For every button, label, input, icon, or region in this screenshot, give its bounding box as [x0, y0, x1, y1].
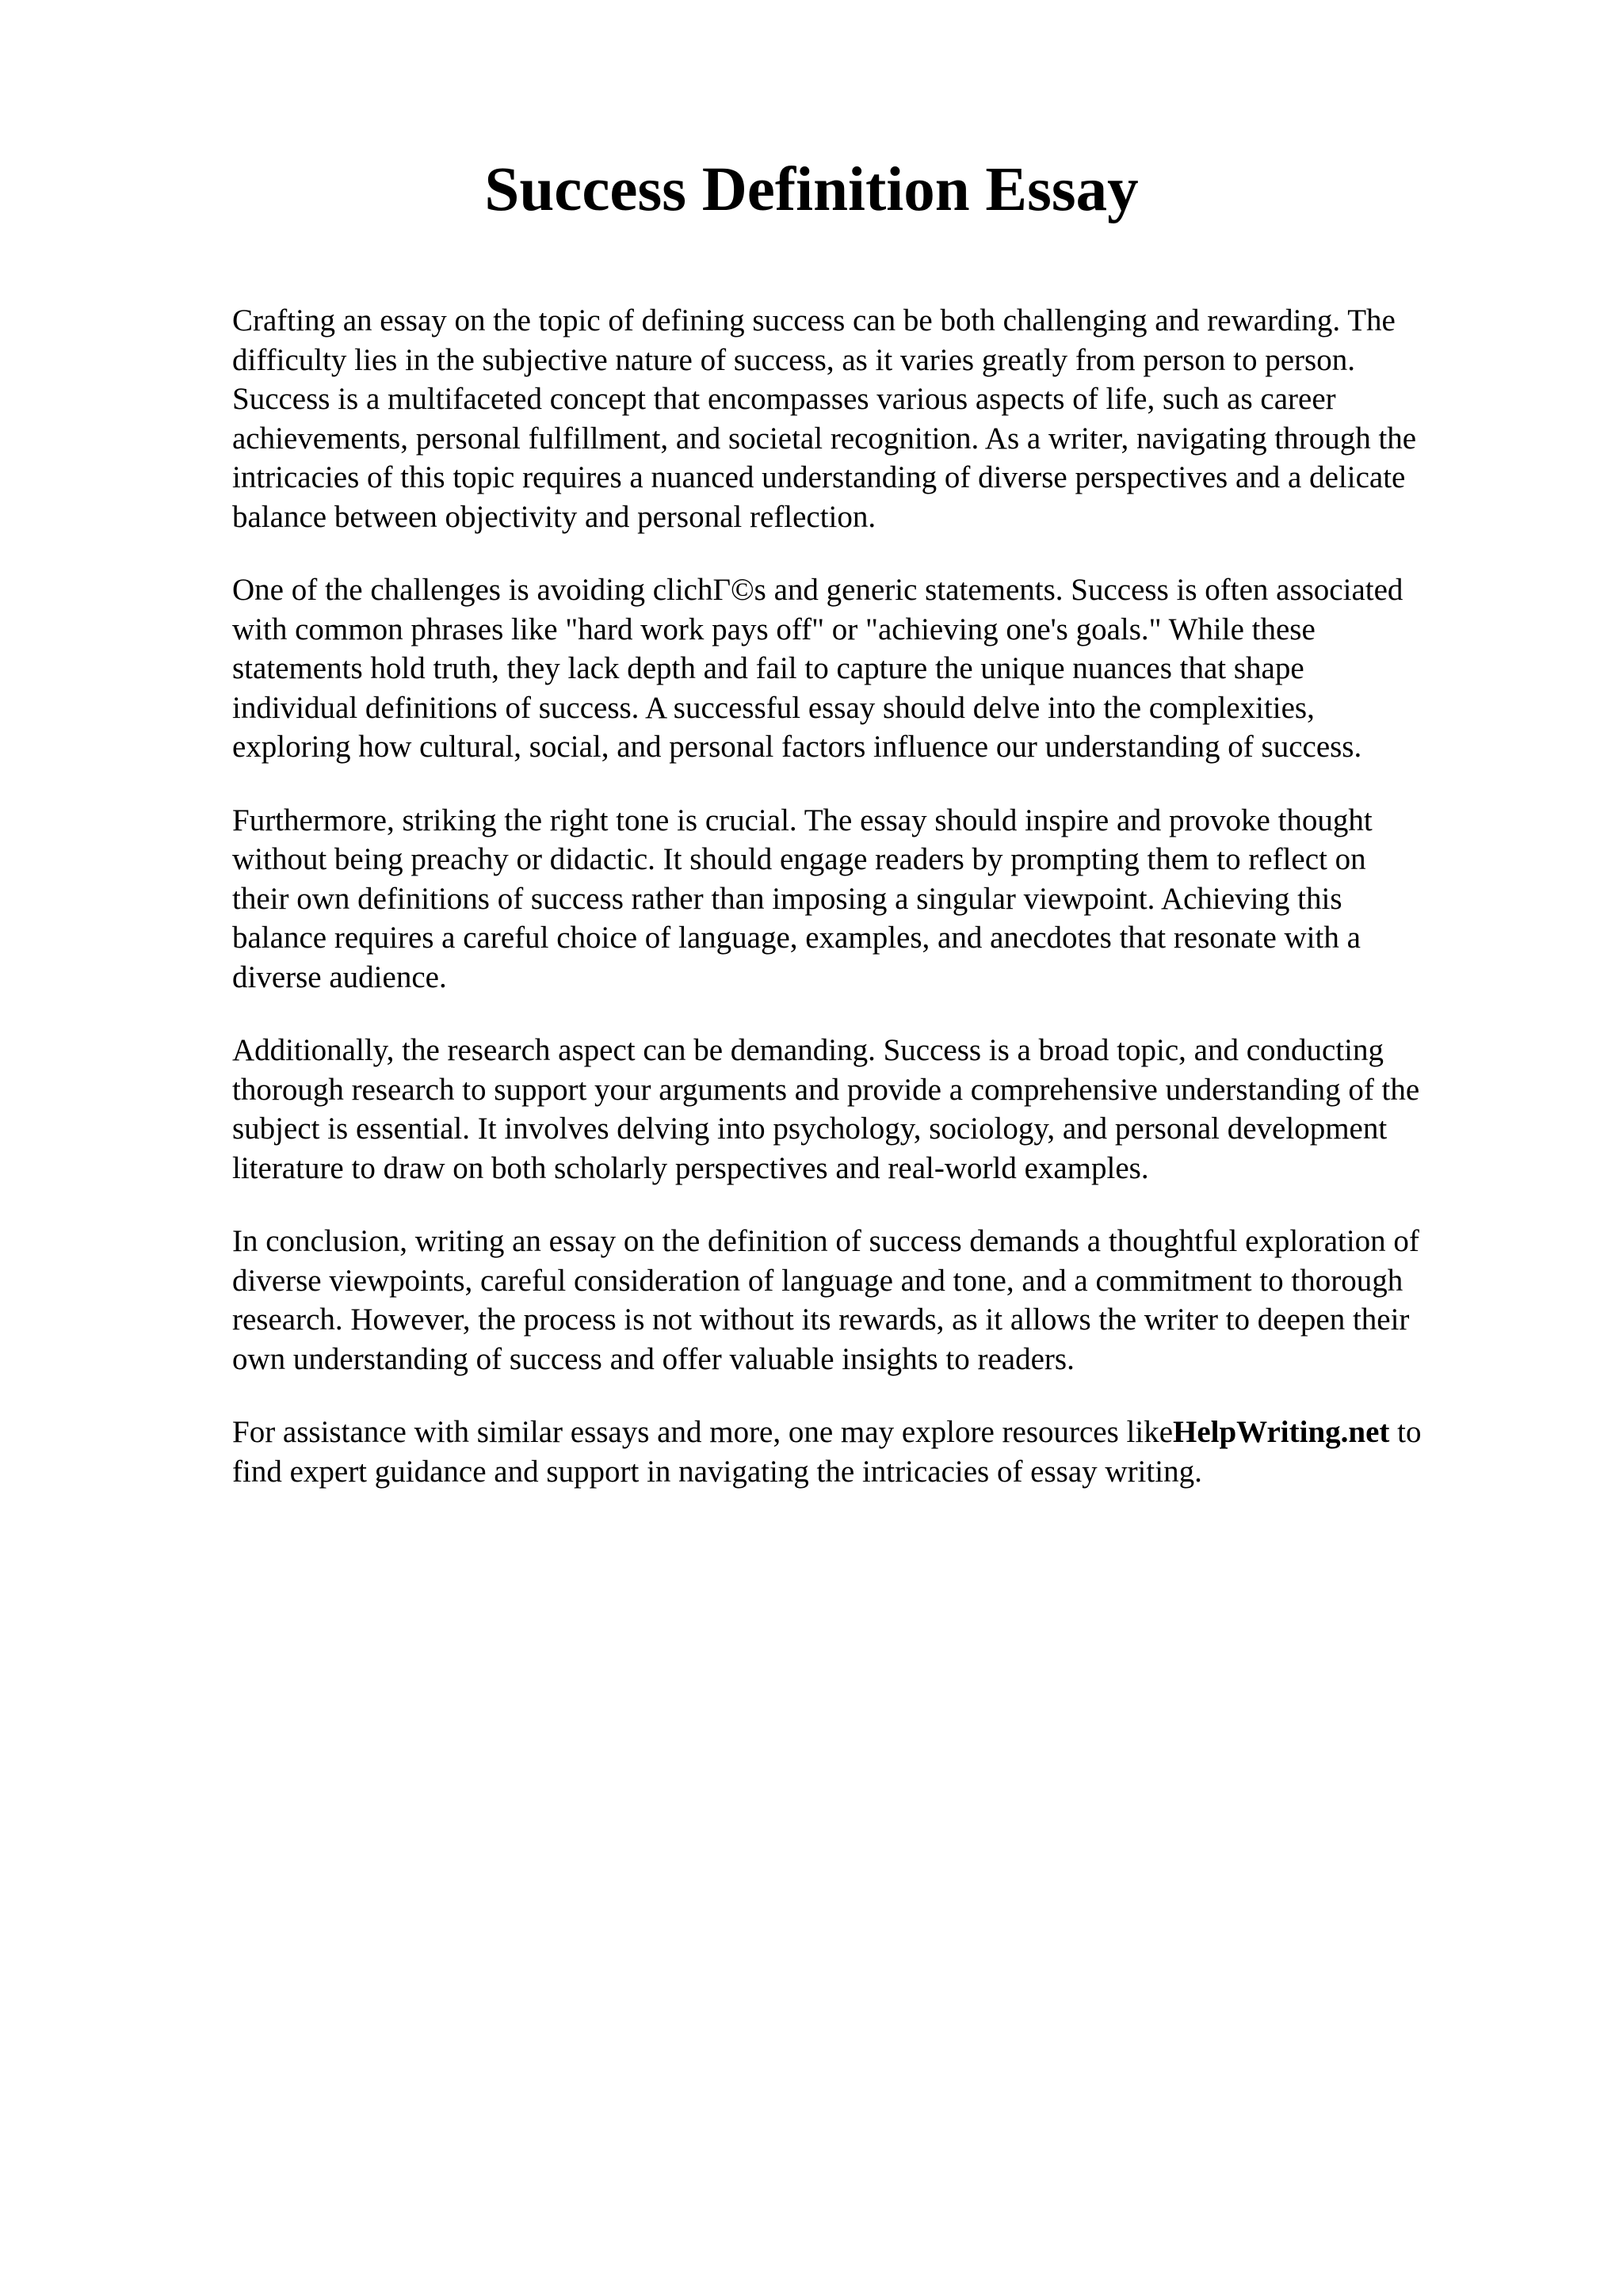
text-line: balance requires a careful choice of language, examples, and anecdotes that resonate with a: [232, 921, 1361, 955]
text-line: difficulty lies in the subjective nature of success, as it varies greatly from person to person.: [232, 342, 1355, 377]
paragraph-3: [232, 801, 1508, 997]
text-line: research. However, the process is not without its rewards, as it allows the writer to deepen their: [232, 1302, 1410, 1337]
text-line: achievements, personal fulfillment, and societal recognition. As a writer, navigating through the: [232, 421, 1417, 456]
text-line: diverse audience.: [232, 959, 447, 994]
text-line: subject is essential. It involves delving into psychology, sociology, and personal development: [232, 1112, 1388, 1146]
text-line: Success is a multifaceted concept that encompasses various aspects of life, such as career: [232, 382, 1336, 416]
text-line: Additionally, the research aspect can be demanding. Success is a broad topic, and conducting: [232, 1033, 1384, 1067]
text-line: own understanding of success and offer valuable insights to readers.: [232, 1341, 1075, 1376]
text-line: balance between objectivity and personal reflection.: [232, 499, 876, 534]
text-line: Crafting an essay on the topic of defining success can be both challenging and rewarding. The: [232, 303, 1396, 338]
closing-paragraph: [232, 1413, 1508, 1491]
closing-suffix: to: [1389, 1415, 1422, 1449]
closing-line-2: find expert guidance and support in navigating the intricacies of essay writing.: [232, 1454, 1202, 1489]
paragraph-4: [232, 1031, 1508, 1188]
closing-line-1: [232, 1413, 1508, 1452]
essay-body: [232, 301, 1508, 1525]
text-line: without being preachy or didactic. It should engage readers by prompting them to reflect on: [232, 842, 1366, 876]
paragraph-2: [232, 570, 1508, 767]
text-line: exploring how cultural, social, and personal factors influence our understanding of success.: [232, 730, 1362, 764]
text-line: Furthermore, striking the right tone is crucial. The essay should inspire and provoke thought: [232, 803, 1373, 837]
text-line: their own definitions of success rather than imposing a singular viewpoint. Achieving this: [232, 881, 1342, 916]
text-line: literature to draw on both scholarly perspectives and real-world examples.: [232, 1150, 1149, 1185]
page-title: Success Definition Essay: [484, 155, 1139, 224]
closing-prefix: For assistance with similar essays and more, one may explore resources like: [232, 1415, 1174, 1449]
text-line: diverse viewpoints, careful consideration of language and tone, and a commitment to thorough: [232, 1263, 1403, 1298]
text-line: with common phrases like "hard work pays off" or "achieving one's goals." While these: [232, 612, 1316, 646]
text-line: In conclusion, writing an essay on the definition of success demands a thoughtful exploration of: [232, 1224, 1419, 1258]
text-line: intricacies of this topic requires a nuanced understanding of diverse perspectives and a delicate: [232, 460, 1406, 494]
text-line: One of the challenges is avoiding clichΓ©s and generic statements. Success is often associated: [232, 573, 1403, 607]
paragraph-1: [232, 301, 1508, 536]
brand-name: HelpWriting.net: [1173, 1415, 1390, 1449]
text-line: individual definitions of success. A successful essay should delve into the complexities,: [232, 690, 1315, 725]
text-line: thorough research to support your arguments and provide a comprehensive understanding of the: [232, 1072, 1420, 1107]
text-line: statements hold truth, they lack depth and fail to capture the unique nuances that shape: [232, 651, 1304, 685]
paragraph-5: [232, 1222, 1508, 1379]
